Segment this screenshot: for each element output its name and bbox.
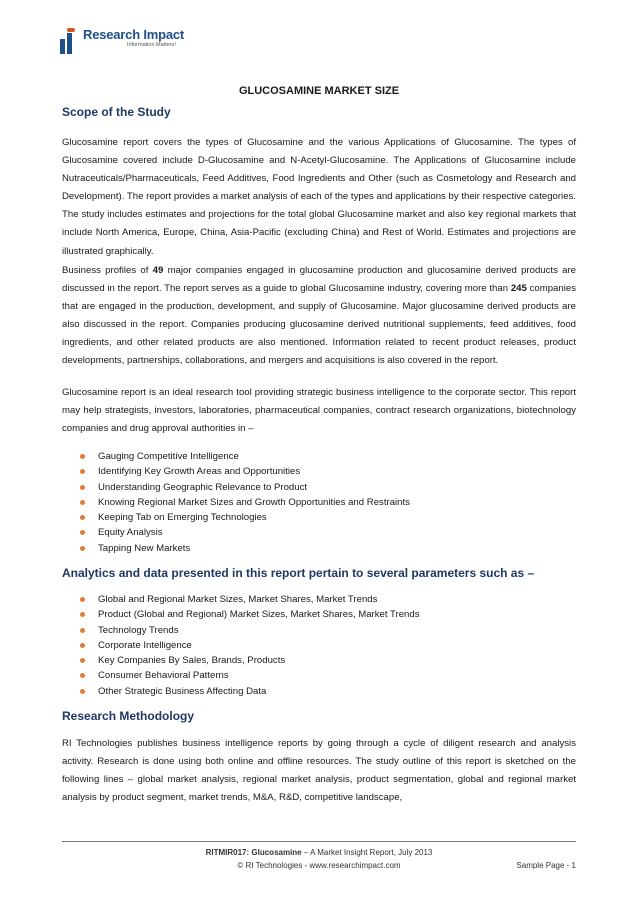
list-item: Consumer Behavioral Patterns bbox=[62, 668, 420, 683]
bullet-icon bbox=[80, 673, 85, 678]
scope-paragraph-1: Glucosamine report covers the types of Glucosamine and the various Applications of Glucosamine. The types of Glucosamine covered include D-Glucosamine and N-Acetyl-Glucosamine. The Applications of Glucosamine include Nutraceuticals/Pharmaceuticals, Feed Additives, Food Ingredients and Other (such as Cosmetology and Research and Development). The report provides a market analysis of each of the types and applications by their respective categories. The study includes estimates and projections for the total global Glucosamine market and also key regional markets that include North America, Europe, China, Asia-Pacific (excluding China) and Rest of World. Estimates and projections are illustrated graphically. bbox=[62, 137, 576, 257]
list-item: Identifying Key Growth Areas and Opportunities bbox=[62, 464, 410, 479]
company-count: 49 bbox=[152, 265, 164, 276]
analytics-heading: Analytics and data presented in this report pertain to several parameters such as – bbox=[62, 566, 535, 580]
footer-divider bbox=[62, 841, 576, 842]
scope-paragraph-2: Business profiles of 49 major companies engaged in glucosamine production and glucosamine derived products are discussed in the report. The report serves as a guide to global Glucosamine industry, covering more than 245 companies that are engaged in the production, development, and supply of Glucosamine. Major glucosamine derived products are also discussed in the report. Companies producing glucosamine derived nutritional supplements, feed additives, food ingredients, and other related products are also mentioned. Information related to recent product releases, product developments, partnerships, collaborations, and mergers and acquisitions is also covered in the report. bbox=[62, 265, 576, 367]
bullet-icon bbox=[80, 530, 85, 535]
list-item: Equity Analysis bbox=[62, 525, 410, 540]
brand-name: Research Impact bbox=[83, 27, 185, 42]
bullet-icon bbox=[80, 658, 85, 663]
scope-paragraph-3: Glucosamine report is an ideal research tool providing strategic business intelligence to the corporate sector. This report may help strategists, investors, laboratories, pharmaceutical companies, contract research organizations, biotechnology companies and drug approval authorities in – bbox=[62, 387, 576, 435]
bullet-icon bbox=[80, 485, 85, 490]
page-number: Sample Page - 1 bbox=[516, 861, 576, 870]
list-item: Gauging Competitive Intelligence bbox=[62, 449, 410, 464]
brand-logo bbox=[60, 28, 184, 54]
list-item: Corporate Intelligence bbox=[62, 638, 420, 653]
brand-tagline: Information Matters! bbox=[127, 42, 176, 48]
list-item: Tapping New Markets bbox=[62, 541, 410, 556]
analytics-bullet-list bbox=[62, 592, 420, 699]
bullet-icon bbox=[80, 597, 85, 602]
list-item: Understanding Geographic Relevance to Product bbox=[62, 480, 410, 495]
list-item: Product (Global and Regional) Market Sizes, Market Shares, Market Trends bbox=[62, 607, 420, 622]
bullet-icon bbox=[80, 500, 85, 505]
bullet-icon bbox=[80, 546, 85, 551]
logo-icon bbox=[60, 28, 80, 54]
bullet-icon bbox=[80, 612, 85, 617]
methodology-heading: Research Methodology bbox=[62, 709, 195, 723]
page-title: GLUCOSAMINE MARKET SIZE bbox=[238, 85, 400, 97]
list-item: Global and Regional Market Sizes, Market Shares, Market Trends bbox=[62, 592, 420, 607]
footer-copyright: © RI Technologies - www.researchimpact.com bbox=[237, 861, 401, 870]
bullet-icon bbox=[80, 515, 85, 520]
list-item: Knowing Regional Market Sizes and Growth Opportunities and Restraints bbox=[62, 495, 410, 510]
methodology-paragraph: RI Technologies publishes business intelligence reports by going through a cycle of diligent research and analysis activity. Research is done using both online and offline resources. The study outline of this report is sketched on the following lines – global market analysis, regional market analysis, product segmentation, global and regional market analysis by product segment, market trends, M&A, R&D, competitive landscape, bbox=[62, 738, 576, 804]
bullet-icon bbox=[80, 643, 85, 648]
bullet-icon bbox=[80, 454, 85, 459]
bullet-icon bbox=[80, 628, 85, 633]
list-item: Other Strategic Business Affecting Data bbox=[62, 684, 420, 699]
supplier-count: 245 bbox=[510, 283, 527, 295]
list-item: Key Companies By Sales, Brands, Products bbox=[62, 653, 420, 668]
bullet-icon bbox=[80, 689, 85, 694]
list-item: Keeping Tab on Emerging Technologies bbox=[62, 510, 410, 525]
scope-bullet-list bbox=[62, 449, 410, 556]
list-item: Technology Trends bbox=[62, 623, 420, 638]
footer-report-line: RITMIR017: Glucosamine – A Market Insight Report, July 2013 bbox=[205, 848, 433, 857]
bullet-icon bbox=[80, 469, 85, 474]
scope-heading: Scope of the Study bbox=[62, 105, 171, 119]
